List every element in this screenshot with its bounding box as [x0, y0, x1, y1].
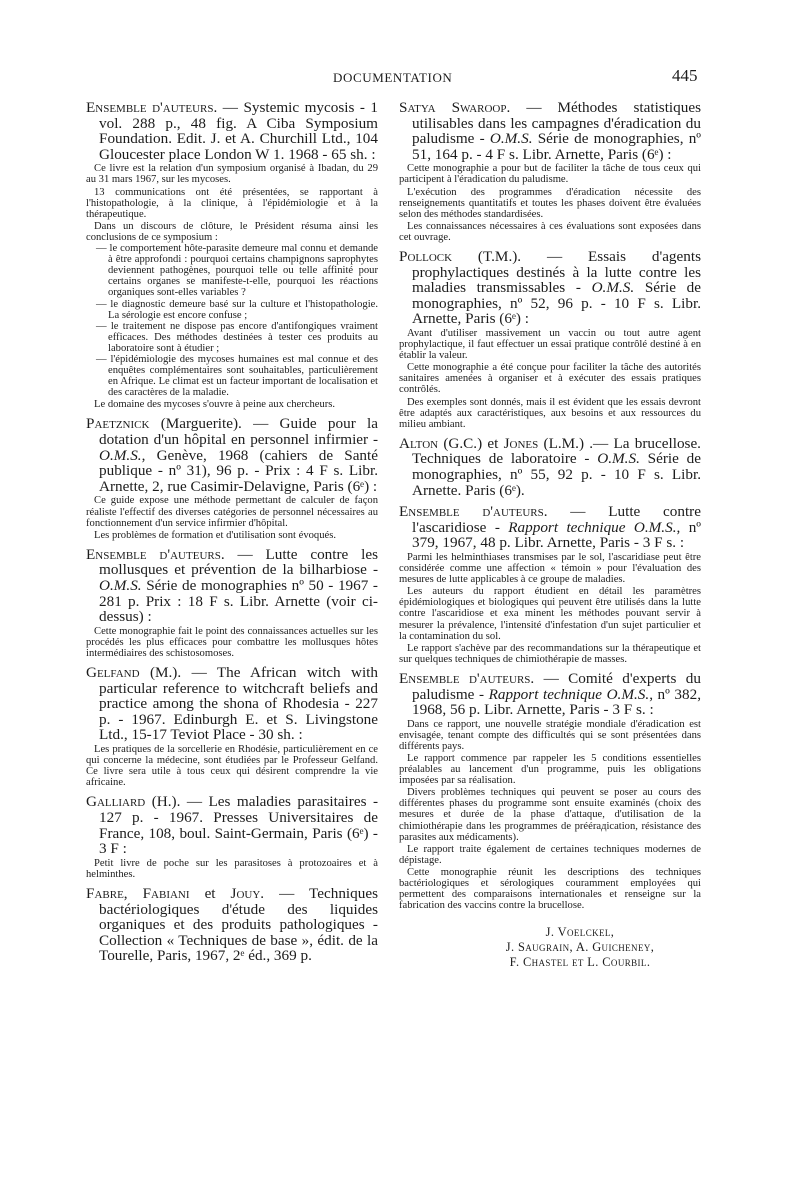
summary-paragraph: Avant d'utiliser massivement un vaccin ou tout autre agent prophylactique, il faut effectuer un essai pratique contrôlé destiné à en établir la valeur.: [399, 328, 701, 362]
author: Ensemble d'auteurs.: [86, 545, 225, 563]
review-entry-satya-swaroop: [399, 100, 701, 243]
signature-line: J. Saugrain, A. Guicheney,: [505, 940, 655, 955]
summary-paragraph: Ce guide expose une méthode permettant de calculer de façon réaliste l'effectif des diverses catégories de personnel nécessaires au fonctionnement d'un service infirmier d'hôpital.: [86, 495, 378, 529]
review-entry-gelfand: [86, 665, 378, 788]
review-entry-paludisme: [399, 671, 701, 911]
reference: [399, 100, 701, 162]
reference: [399, 671, 701, 718]
reference-text: — Techniques bactériologiques d'étude des liquides organiques et des produits pathologiques - Collection « Techniques de base », édit. de la Tourelle, Paris, 1967, 2ᵉ éd., 369 p.: [99, 884, 378, 965]
journal-title: DOCUMENTATION: [333, 70, 453, 85]
reference-text: et: [189, 884, 231, 902]
running-head: [0, 66, 800, 90]
reference: [399, 436, 701, 498]
signature-line: F. Chastel et L. Courbil.: [509, 955, 651, 970]
author: Fabre, Fabiani: [86, 884, 190, 902]
author: Pollock: [399, 248, 453, 266]
reference: [86, 100, 378, 162]
review-entry-ascaridiose: [399, 504, 701, 665]
summary-paragraph: Dans ce rapport, une nouvelle stratégie mondiale d'éradication est envisagée, tenant compte des difficultés qui se sont présentées dans différents pays.: [399, 718, 701, 752]
right-column: [399, 100, 701, 970]
review-entry-galliard: [86, 794, 378, 880]
reference-text: (Marguerite). — Guide pour la dotation d'un hôpital en personnel infirmier -: [99, 415, 378, 449]
author: Paetznick: [86, 415, 150, 433]
reference: [399, 249, 701, 327]
left-column: [86, 100, 378, 970]
reference-text: (H.). — Les maladies parasitaires - 127 p. - 1967. Presses Universitaires de France, 108, boul. Saint-Germain, Paris (6ᵉ) - 3 F :: [99, 793, 378, 858]
reference-text: , nº 382, 1968, 56 p. Libr. Arnette, Paris - 3 F s. :: [412, 685, 701, 719]
summary-paragraph: Cette monographie réunit les descriptions des techniques bactériologiques et sérologiques couramment employées qui permettent des comparaisons internationales et renseigne sur la fabrication des vaccins contre la brucellose.: [399, 866, 701, 912]
publisher-abbrev: O.M.S.: [489, 130, 533, 148]
reference-text: Série de monographies, nº 51, 164 p. - 4 F s. Libr. Arnette, Paris (6ᵉ) :: [412, 130, 701, 163]
summary-paragraph: Petit livre de poche sur les parasitoses à protozoaires et à helminthes.: [86, 857, 378, 880]
reference: [399, 504, 701, 551]
summary-paragraph: Ce livre est la relation d'un symposium organisé à Ibadan, du 29 au 31 mars 1967, sur les mycoses.: [86, 163, 378, 186]
summary-paragraph: Des exemples sont donnés, mais il est évident que les essais devront être adaptés aux caractéristiques, aux besoins et aux ressources du milieu ambiant.: [399, 396, 701, 430]
reference-text: Série de monographies, nº 55, 92 p. - 10 F s. Libr. Arnette. Paris (6ᵉ).: [412, 450, 701, 499]
summary-paragraph: Le rapport s'achève par des recommandations sur la thérapeutique et sur quelques techniques de chimiothérapie de masses.: [399, 642, 701, 665]
reference-text: , Genève, 1968 (cahiers de Santé publique - nº 31), 96 p. - Prix : 4 F s. Libr. Arnette, 2, rue Casimir-Delavigne, Paris (6ᵉ) :: [99, 446, 378, 495]
publisher-abbrev: O.M.S.: [597, 450, 640, 468]
summary-paragraph: Le rapport commence par rappeler les 5 conditions essentielles préalables au lancement d'un programme, puis les obligations imposées par sa réalisation.: [399, 753, 701, 787]
review-entry-alton-jones: [399, 436, 701, 498]
author: Gelfand: [86, 664, 140, 682]
summary-paragraph: 13 communications ont été présentées, se rapportant à l'histopathologie, à la clinique, à l'épidémiologie et à la thérapeutique.: [86, 186, 378, 220]
summary-paragraph: Les auteurs du rapport étudient en détail les paramètres épidémiologiques et biologiques qui peuvent être utilisés dans la lutte contre l'ascaridiose et exa minent les méthodes pouvant servir à mesurer la prévalence, l'intensité d'infestation d'un sujet particulier et la contamination du sol.: [399, 586, 701, 642]
reference-text: — Systemic mycosis - 1 vol. 288 p., 48 fig. A Ciba Symposium Foundation. Edit. J. et A. Churchill Ltd., 104 Gloucester place London W 1. 1968 - 65 sh. :: [99, 99, 378, 163]
reference-text: (G.C.) et: [438, 434, 504, 452]
review-entry-pollock: [399, 249, 701, 430]
summary-paragraph: Le rapport traite également de certaines techniques modernes de dépistage.: [399, 843, 701, 866]
signature-line: J. Voelckel,: [545, 925, 615, 940]
review-entry-fabre: [86, 886, 378, 964]
review-entry-mollusques: [86, 547, 378, 659]
reference-text: Série de monographies, nº 52, 96 p. - 10 F s. Libr. Arnette, Paris (6ᵉ) :: [412, 279, 701, 328]
reference: [86, 886, 378, 964]
summary-bullet: — le diagnostic demeure basé sur la culture et l'histopathologie. La sérologie est encore confuse ;: [96, 298, 378, 321]
summary-paragraph: Les pratiques de la sorcellerie en Rhodésie, particulièrement en ce qui concerne la médecine, sont étudiées par le Professeur Gelfand. Ce livre sera utile à tous ceux qui désirent comprendre la vie africaine.: [86, 744, 378, 789]
reference-text: — Méthodes statistiques utilisables dans les campagnes d'éradication du paludisme -: [412, 99, 701, 148]
summary-paragraph: L'exécution des programmes d'éradication nécessite des renseignements quantitatifs et toutes les phases doivent être évaluées selon des méthodes standardisées.: [399, 186, 701, 220]
reference-text: (M.). — The African witch with particular reference to witchcraft beliefs and practice among the shona of Rhodesia - 227 p. - 1967. Edinburgh E. et S. Livingstone Ltd., 15-17 Teviot Place - 30 sh. :: [99, 664, 378, 744]
author: Galliard: [86, 793, 146, 811]
publisher-abbrev: O.M.S.: [591, 279, 635, 297]
reference: [86, 794, 378, 856]
author: Satya Swaroop.: [399, 99, 511, 116]
author: Ensemble d'auteurs.: [399, 669, 535, 687]
reference: [86, 547, 378, 625]
page-number: 445: [672, 66, 698, 85]
author: Alton: [399, 434, 439, 452]
summary-paragraph: Les connaissances nécessaires à ces évaluations sont exposées dans cet ouvrage.: [399, 220, 701, 243]
reference: [86, 665, 378, 743]
reference-text: Série de monographies nº 50 - 1967 - 281 p. Prix : 18 F s. Libr. Arnette (voir ci-dessus) :: [99, 576, 378, 626]
author: Ensemble d'auteurs.: [399, 503, 548, 521]
summary-bullet: — le traitement ne dispose pas encore d'antifongiques vraiment efficaces. Des méthodes destinées à tester ces produits au laboratoire sont à étudier ;: [96, 320, 378, 354]
summary-paragraph: Les problèmes de formation et d'utilisation sont évoqués.: [94, 529, 336, 541]
reference-text: (L.M.) .— La brucellose. Techniques de laboratoire -: [412, 434, 701, 468]
review-entry-systemic-mycosis: [86, 100, 378, 410]
summary-paragraph: Le domaine des mycoses s'ouvre à peine aux chercheurs.: [94, 399, 336, 411]
reference-text: — Lutte contre les mollusques et prévention de la bilharbiose -: [99, 545, 378, 579]
report-series: Rapport technique O.M.S.: [508, 518, 677, 536]
summary-bullet: — l'épidémiologie des mycoses humaines est mal connue et des enquêtes complémentaires sont souhaitables, particulièrement en Afrique. Le climat est un facteur important de localisation et des caractères de la maladie.: [96, 353, 378, 399]
summary-paragraph: Divers problèmes techniques qui peuvent se poser au cours des différentes phases du programme sont ensuite examinés (choix des mesures et durée de la phase d'attaque, d'utilisation de la chimiothérapie dans les programmes de préérадication, résistance des parasites aux médicaments).: [399, 787, 701, 843]
reference-text: — Comité d'experts du paludisme -: [412, 669, 701, 703]
signature-block: [399, 925, 701, 970]
review-entry-paetznick: [86, 416, 378, 540]
summary-bullet: — le comportement hôte-parasite demeure mal connu et demande à être approfondi : pourquoi certains champignons saprophytes deviennent pathogènes, pourquoi telle ou telle affinité pour certains organes se manifeste-t-elle, pourquoi les réactions organiques sont-elles variables ?: [96, 243, 378, 299]
summary-paragraph: Parmi les helminthiases transmises par le sol, l'ascaridiase peut être considérée comme une affection « témoin » pour l'évaluation des mesures de lutte applicables à ce groupe de maladies.: [399, 552, 701, 586]
summary-paragraph: Cette monographie fait le point des connaissances actuelles sur les procédés les plus efficaces pour combattre les mollusques hôtes intermédiaires des schistosomoses.: [86, 625, 378, 659]
author: Jones: [503, 434, 539, 452]
summary-paragraph: Cette monographie a pour but de faciliter la tâche de tous ceux qui participent à l'éradication du paludisme.: [399, 163, 701, 186]
reference: [86, 416, 378, 494]
author: Jouy.: [230, 884, 265, 902]
reference-text: — Lutte contre l'ascaridiose -: [412, 503, 701, 536]
report-series: Rapport technique O.M.S.: [488, 685, 650, 703]
publisher-abbrev: O.M.S.: [99, 446, 142, 464]
summary-paragraph: Cette monographie a été conçue pour faciliter la tâche des autorités sanitaires amenées à organiser et à exécuter des essais pratiques contrôlés.: [399, 362, 701, 396]
reference-text: (T.M.). — Essais d'agents prophylactiques destinés à la lutte contre les maladies transmissables -: [412, 248, 701, 297]
publisher-abbrev: O.M.S.: [99, 576, 142, 594]
reference-text: , nº 379, 1967, 48 p. Libr. Arnette, Paris - 3 F s. :: [412, 518, 701, 552]
author: Ensemble d'auteurs.: [86, 99, 218, 116]
summary-paragraph: Dans un discours de clôture, le Président résuma ainsi les conclusions de ce symposium :: [86, 220, 378, 243]
